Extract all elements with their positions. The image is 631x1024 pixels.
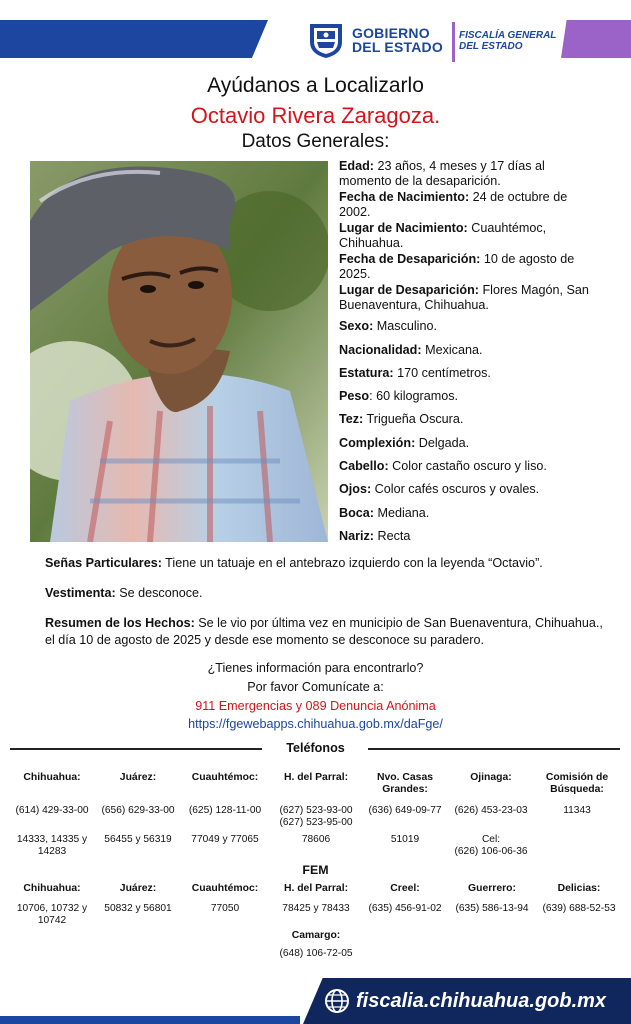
tel-col-parral: H. del Parral: (627) 523-93-00 (627) 523-95-00 78606 <box>279 772 353 845</box>
detail-complexion: Complexión: Delgada. <box>339 436 470 450</box>
detail-edad: Edad: 23 años, 4 meses y 17 días al momento de la desaparición. <box>339 159 545 188</box>
detail-cabello: Cabello: Color castaño oscuro y liso. <box>339 459 547 473</box>
fem-col-juarez: Juárez: 50832 y 56801 <box>104 883 172 914</box>
header-blue-bar <box>0 20 268 58</box>
tel-col-cuauhtemoc: Cuauhtémoc: (625) 128-11-00 77049 y 77065 <box>188 772 262 845</box>
person-photo <box>30 161 328 542</box>
globe-icon <box>324 988 350 1014</box>
detail-lugar-nacimiento: Lugar de Nacimiento: Cuauhtémoc, Chihuahua. <box>339 221 547 250</box>
detail-peso: Peso: 60 kilogramos. <box>339 389 459 403</box>
tel-col-casas-grandes: Nvo. Casas Grandes: (636) 649-09-77 51019 <box>368 772 442 845</box>
fem-col-camargo: Camargo: (648) 106-72-05 <box>279 930 353 959</box>
tel-col-ojinaga: Ojinaga: (626) 453-23-03 Cel: (626) 106-06-36 <box>454 772 528 857</box>
fem-col-chihuahua: Chihuahua: 10706, 10732 y 10742 <box>16 883 88 926</box>
resumen-hechos: Resumen de los Hechos: Se le vio por última vez en municipio de San Buenaventura, Chihuahua., el día 10 de agosto de 2025 y desde ese momento se desconoce su paradero. <box>45 616 603 647</box>
report-url-link[interactable]: https://fgewebapps.chihuahua.gob.mx/daFge/ <box>188 717 443 731</box>
telefonos-heading: Teléfonos <box>286 741 345 755</box>
info-question: ¿Tienes información para encontrarlo? <box>207 661 424 675</box>
fem-col-parral: H. del Parral: 78425 y 78433 <box>282 883 350 914</box>
fem-col-creel: Creel: (635) 456-91-02 <box>368 883 442 914</box>
person-name: Octavio Rivera Zaragoza. <box>190 103 441 128</box>
detail-ojos: Ojos: Color cafés oscuros y ovales. <box>339 482 540 496</box>
gobierno-wordmark: GOBIERNO DEL ESTADO <box>352 25 443 55</box>
tel-col-busqueda: Comisión de Búsqueda: 11343 <box>545 772 609 816</box>
fem-heading: FEM <box>302 863 329 877</box>
footer-website-link[interactable]: fiscalia.chihuahua.gob.mx <box>356 990 607 1012</box>
fem-col-delicias: Delicias: (639) 688-52-53 <box>542 883 616 914</box>
section-heading: Datos Generales: <box>241 131 390 152</box>
detail-fecha-desaparicion: Fecha de Desaparición: 10 de agosto de 2025. <box>339 252 575 281</box>
detail-fecha-nacimiento: Fecha de Nacimiento: 24 de octubre de 2002. <box>339 190 568 219</box>
detail-nariz: Nariz: Recta <box>339 529 411 543</box>
vestimenta: Vestimenta: Se desconoce. <box>45 586 203 600</box>
fem-col-guerrero: Guerrero: (635) 586-13-94 <box>455 883 529 914</box>
senas-particulares: Señas Particulares: Tiene un tatuaje en el antebrazo izquierdo con la leyenda “Octavio”. <box>45 556 543 570</box>
detail-boca: Boca: Mediana. <box>339 506 430 520</box>
fiscalia-wordmark: FISCALÍA GENERAL DEL ESTADO <box>459 30 557 52</box>
state-shield-logo <box>306 20 346 60</box>
tel-col-juarez: Juárez: (656) 629-33-00 56455 y 56319 <box>101 772 175 845</box>
header-divider <box>452 22 455 62</box>
detail-lugar-desaparicion: Lugar de Desaparición: Flores Magón, San Buenaventura, Chihuahua. <box>339 283 589 312</box>
info-contact: Por favor Comunícate a: <box>247 680 384 694</box>
fem-col-cuauhtemoc: Cuauhtémoc: 77050 <box>191 883 259 914</box>
tel-col-chihuahua: Chihuahua: (614) 429-33-00 14333, 14335 y 14283 <box>15 772 89 857</box>
header-purple-bar <box>561 20 631 58</box>
detail-sexo: Sexo: Masculino. <box>339 319 437 333</box>
detail-nacionalidad: Nacionalidad: Mexicana. <box>339 343 483 357</box>
page-title: Ayúdanos a Localizarlo <box>207 74 424 97</box>
emergency-numbers: 911 Emergencias y 089 Denuncia Anónima <box>195 699 436 713</box>
detail-tez: Tez: Trigueña Oscura. <box>339 412 464 426</box>
footer-strip <box>0 1016 300 1024</box>
detail-estatura: Estatura: 170 centímetros. <box>339 366 491 380</box>
